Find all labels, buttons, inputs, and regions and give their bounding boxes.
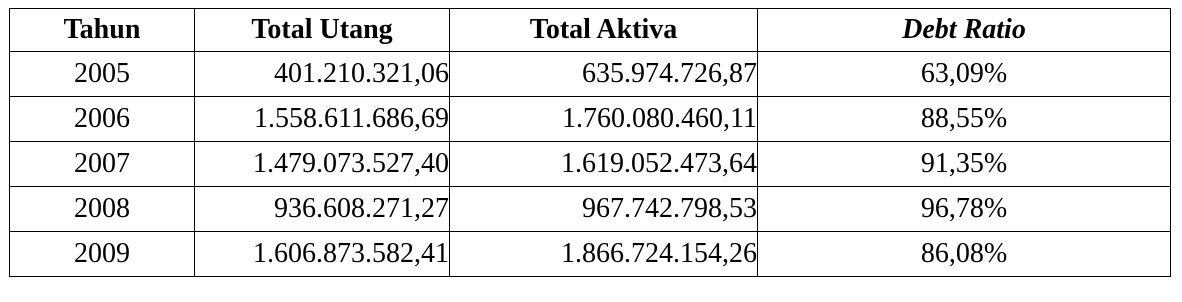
cell-year: 2008 — [10, 187, 195, 232]
header-year: Tahun — [10, 9, 195, 52]
table-row — [10, 97, 1171, 142]
cell-total-assets: 967.742.798,53 — [450, 187, 758, 232]
cell-debt-ratio: 91,35% — [758, 142, 1171, 187]
cell-total-assets: 1.760.080.460,11 — [450, 97, 758, 142]
table-body — [10, 52, 1171, 277]
debt-ratio-table — [9, 8, 1171, 277]
cell-debt-ratio: 86,08% — [758, 232, 1171, 277]
header-row — [10, 9, 1171, 52]
cell-debt-ratio: 96,78% — [758, 187, 1171, 232]
cell-year: 2007 — [10, 142, 195, 187]
cell-year: 2005 — [10, 52, 195, 97]
header-debt-ratio: Debt Ratio — [758, 9, 1171, 52]
cell-total-assets: 1.866.724.154,26 — [450, 232, 758, 277]
cell-total-debt: 401.210.321,06 — [195, 52, 450, 97]
cell-debt-ratio: 88,55% — [758, 97, 1171, 142]
cell-total-assets: 635.974.726,87 — [450, 52, 758, 97]
cell-year: 2006 — [10, 97, 195, 142]
cell-total-assets: 1.619.052.473,64 — [450, 142, 758, 187]
cell-year: 2009 — [10, 232, 195, 277]
table-row — [10, 187, 1171, 232]
table-row — [10, 232, 1171, 277]
header-total-assets: Total Aktiva — [450, 9, 758, 52]
cell-total-debt: 936.608.271,27 — [195, 187, 450, 232]
cell-debt-ratio: 63,09% — [758, 52, 1171, 97]
table-header — [10, 9, 1171, 52]
header-total-debt: Total Utang — [195, 9, 450, 52]
table-row — [10, 52, 1171, 97]
table-row — [10, 142, 1171, 187]
cell-total-debt: 1.479.073.527,40 — [195, 142, 450, 187]
cell-total-debt: 1.558.611.686,69 — [195, 97, 450, 142]
cell-total-debt: 1.606.873.582,41 — [195, 232, 450, 277]
